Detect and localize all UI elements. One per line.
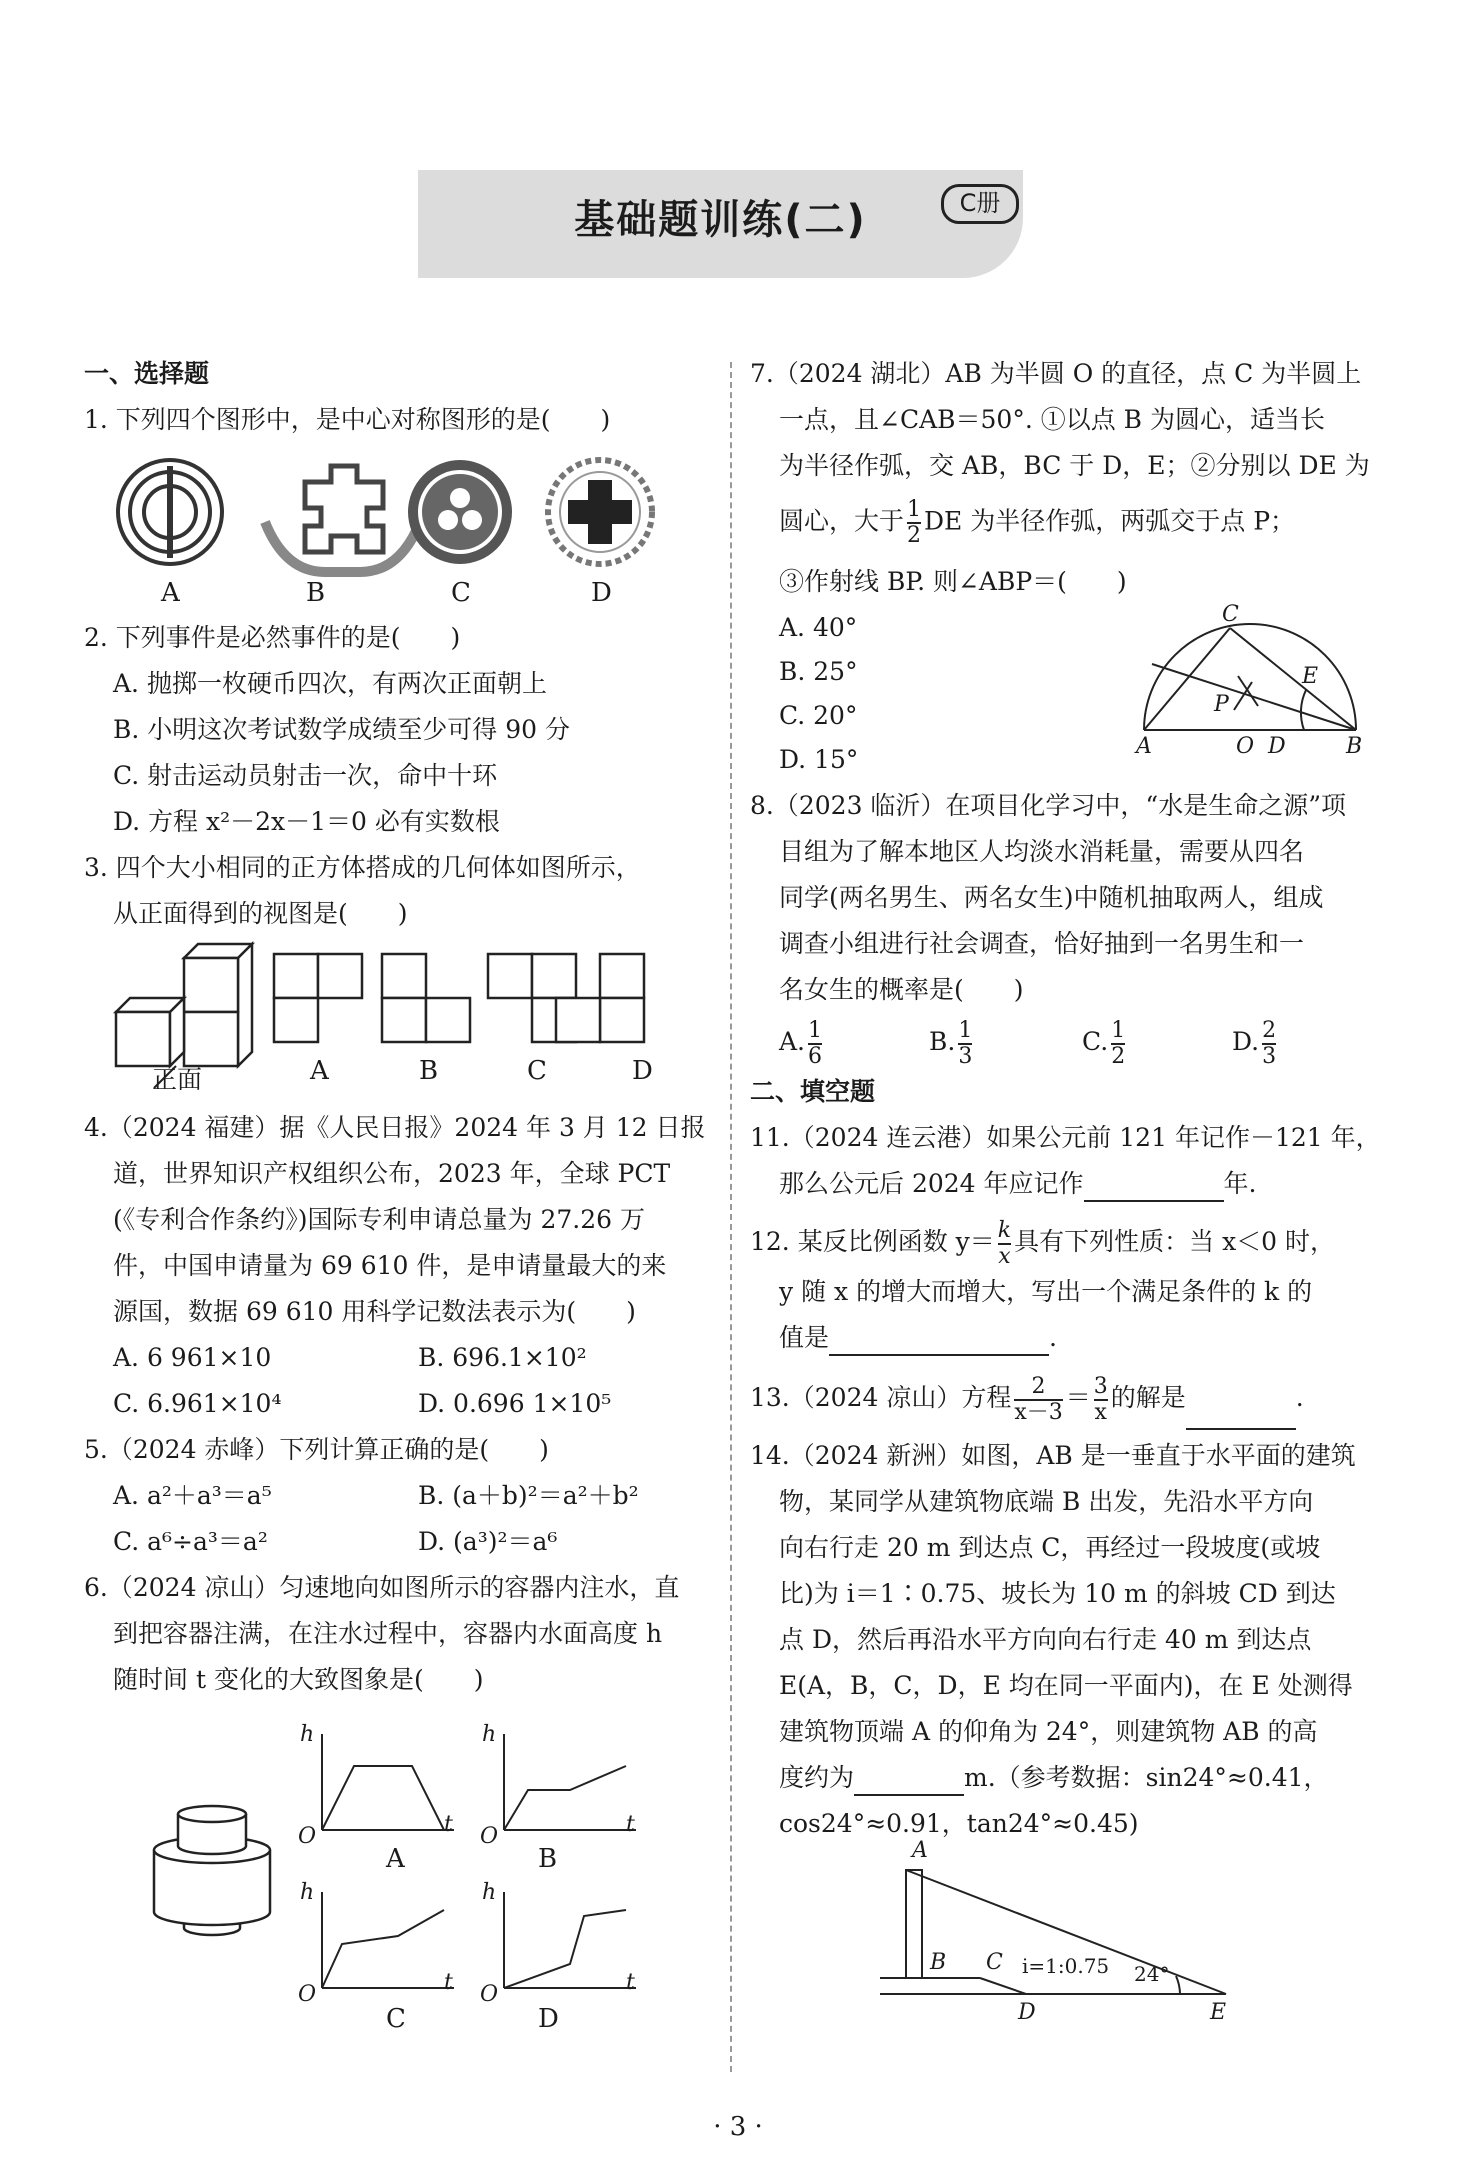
figure-c-icon xyxy=(408,460,512,564)
q13-text-c: . xyxy=(1295,1383,1304,1412)
q11-text-a: 那么公元后 2024 年应记作 xyxy=(779,1169,1084,1198)
q7-option-b: B. 25° xyxy=(779,657,858,686)
q8-b-fraction xyxy=(958,1019,972,1069)
q3-stem-1: 3. 四个大小相同的正方体搭成的几何体如图所示， xyxy=(84,853,641,882)
q8-d-num: 2 xyxy=(1262,1017,1277,1043)
q6-graph-a xyxy=(318,1730,458,1840)
q14-stem-1: 14.（2024 新洲）如图，AB 是一垂直于水平面的建筑 xyxy=(750,1441,1356,1470)
q2-option-b: B. 小明这次考试数学成绩至少可得 90 分 xyxy=(113,715,570,744)
q6-label-a: A xyxy=(386,1844,405,1874)
q5-stem: 5.（2024 赤峰）下列计算正确的是( ) xyxy=(84,1435,549,1464)
q1-label-d: D xyxy=(591,578,612,608)
q1-label-a: A xyxy=(161,578,180,608)
q12-x: x xyxy=(998,1243,1011,1269)
q6-d-h-label: h xyxy=(482,1880,497,1905)
q2-option-d: D. 方程 x²－2x－1＝0 必有实数根 xyxy=(113,807,500,836)
q7-stem-1: 7.（2024 湖北）AB 为半圆 O 的直径，点 C 为半圆上 xyxy=(750,359,1362,388)
q14-fig-d: D xyxy=(1018,2000,1036,2025)
q1-stem: 1. 下列四个图形中，是中心对称图形的是( ) xyxy=(84,405,611,434)
q8-b-label: B. xyxy=(929,1027,956,1056)
section-fill-heading: 二、填空题 xyxy=(750,1077,876,1106)
q7-stem-4a: 圆心，大于 xyxy=(779,506,905,536)
q2-option-a: A. 抛掷一枚硬币四次，有两次正面朝上 xyxy=(113,669,547,698)
q14-stem-6: E(A，B，C，D，E 均在同一平面内)，在 E 处测得 xyxy=(779,1671,1353,1700)
q8-c-fraction xyxy=(1111,1019,1125,1069)
q13-f1-num: 2 xyxy=(1031,1373,1046,1399)
q7-fig-p: P xyxy=(1214,692,1229,717)
q6-a-o-label: O xyxy=(298,1824,317,1849)
q8-option-c xyxy=(1082,1012,1128,1072)
q14-stem-5: 点 D，然后再沿水平方向向右行走 40 m 到达点 xyxy=(779,1625,1312,1654)
q8-d-den: 3 xyxy=(1262,1043,1277,1069)
q3-label-a: A xyxy=(310,1056,329,1086)
q6-b-t-label: t xyxy=(626,1812,635,1837)
q11-stem-1: 11.（2024 连云港）如果公元前 121 年记作－121 年， xyxy=(750,1123,1381,1152)
q8-a-den: 6 xyxy=(808,1043,823,1069)
q4-option-d: D. 0.696 1×10⁵ xyxy=(418,1389,612,1418)
q12-fraction xyxy=(998,1219,1011,1269)
q13-text-b: 的解是 xyxy=(1110,1383,1186,1412)
q12-k: k xyxy=(997,1217,1012,1243)
q1-figures xyxy=(110,452,670,582)
q7-fig-o: O xyxy=(1236,734,1255,759)
q12-text-a: 12. 某反比例函数 y＝ xyxy=(750,1227,995,1256)
q8-stem-2: 目组为了解本地区人均淡水消耗量，需要从四名 xyxy=(779,837,1305,866)
page-number: · 3 · xyxy=(713,2112,763,2142)
figure-d-icon xyxy=(548,460,652,564)
q13-f2-den: x xyxy=(1094,1399,1107,1425)
q4-option-c: C. 6.961×10⁴ xyxy=(113,1389,282,1418)
q7-stem-3: 为半径作弧，交 AB，BC 于 D，E；②分别以 DE 为 xyxy=(779,451,1370,480)
q6-d-t-label: t xyxy=(626,1970,635,1995)
q6-a-t-label: t xyxy=(444,1812,453,1837)
q7-semicircle-figure xyxy=(1140,620,1360,750)
q7-stem-4 xyxy=(779,498,1295,548)
q14-fig-angle: 24° xyxy=(1134,1962,1170,1986)
q6-a-h-label: h xyxy=(300,1722,315,1747)
q14-fig-c: C xyxy=(986,1950,1003,1975)
q6-graph-c xyxy=(318,1888,458,1998)
q14-stem-8 xyxy=(779,1762,1329,1796)
q4-stem-1: 4.（2024 福建）据《人民日报》2024 年 3 月 12 日报 xyxy=(84,1113,706,1142)
q3-option-views xyxy=(270,950,690,1060)
q2-stem: 2. 下列事件是必然事件的是( ) xyxy=(84,623,461,652)
q8-a-fraction xyxy=(808,1019,822,1069)
q14-stem-9: cos24°≈0.91，tan24°≈0.45) xyxy=(779,1809,1139,1838)
q3-stem-2: 从正面得到的视图是( ) xyxy=(113,899,408,928)
q5-option-c: C. a⁶÷a³＝a² xyxy=(113,1527,268,1556)
q14-text-b: m.（参考数据：sin24°≈0.41， xyxy=(964,1763,1329,1792)
q6-stem-1: 6.（2024 凉山）匀速地向如图所示的容器内注水，直 xyxy=(84,1573,680,1602)
q8-stem-5: 名女生的概率是( ) xyxy=(779,975,1024,1004)
q6-label-d: D xyxy=(538,2004,559,2034)
q14-text-a: 度约为 xyxy=(779,1763,855,1792)
figure-b-icon xyxy=(265,466,420,572)
q8-c-num: 1 xyxy=(1111,1017,1126,1043)
q7-fig-d: D xyxy=(1268,734,1286,759)
q5-option-d: D. (a³)²＝a⁶ xyxy=(418,1527,558,1556)
q6-d-o-label: O xyxy=(480,1982,499,2007)
q7-stem-4b: DE 为半径作弧，两弧交于点 P； xyxy=(924,506,1296,536)
q8-b-den: 3 xyxy=(958,1043,973,1069)
q13-equals: ＝ xyxy=(1065,1383,1091,1412)
q8-d-label: D. xyxy=(1232,1027,1260,1056)
q8-option-b xyxy=(929,1012,975,1072)
q6-label-c: C xyxy=(386,2004,406,2034)
q6-stem-3: 随时间 t 变化的大致图象是( ) xyxy=(113,1665,484,1694)
q7-option-c: C. 20° xyxy=(779,701,858,730)
q7-option-a: A. 40° xyxy=(779,613,858,642)
q3-front-label: 正面 xyxy=(152,1065,203,1094)
q4-option-b: B. 696.1×10² xyxy=(418,1343,587,1372)
q7-option-d: D. 15° xyxy=(779,745,859,774)
q12-text-d: . xyxy=(1049,1323,1057,1352)
q8-b-num: 1 xyxy=(958,1017,973,1043)
q14-answer-blank[interactable] xyxy=(854,1762,964,1796)
q14-fig-b: B xyxy=(930,1950,947,1975)
q13-text-a: 13.（2024 凉山）方程 xyxy=(750,1383,1012,1412)
q13-fraction-1 xyxy=(1014,1375,1062,1425)
q3-label-b: B xyxy=(419,1056,439,1086)
q13-answer-blank[interactable] xyxy=(1186,1368,1296,1430)
q8-d-fraction xyxy=(1262,1019,1276,1069)
q6-graph-b xyxy=(500,1730,640,1840)
q8-c-label: C. xyxy=(1082,1027,1109,1056)
q4-stem-5: 源国，数据 69 610 用科学记数法表示为( ) xyxy=(113,1297,636,1326)
q12-text-c: 值是 xyxy=(779,1323,830,1352)
q6-b-h-label: h xyxy=(482,1722,497,1747)
q14-fig-slope: i=1:0.75 xyxy=(1022,1954,1110,1978)
q12-stem-3 xyxy=(779,1322,1057,1356)
q12-text-b: 具有下列性质：当 x＜0 时， xyxy=(1014,1227,1336,1256)
q6-label-b: B xyxy=(538,1844,558,1874)
q4-option-a: A. 6 961×10 xyxy=(113,1343,272,1372)
section-choice-heading: 一、选择题 xyxy=(84,359,210,388)
q8-stem-4: 调查小组进行社会调查，恰好抽到一名男生和一 xyxy=(779,929,1305,958)
q8-a-num: 1 xyxy=(808,1017,823,1043)
q8-stem-1: 8.（2023 临沂）在项目化学习中，“水是生命之源”项 xyxy=(750,791,1346,820)
q8-stem-3: 同学(两名男生、两名女生)中随机抽取两人，组成 xyxy=(779,883,1324,912)
q14-stem-7: 建筑物顶端 A 的仰角为 24°，则建筑物 AB 的高 xyxy=(779,1717,1318,1746)
q14-stem-3: 向右行走 20 m 到达点 C，再经过一段坡度(或坡 xyxy=(779,1533,1321,1562)
q7-stem-2: 一点，且∠CAB＝50°. ①以点 B 为圆心，适当长 xyxy=(779,405,1325,434)
column-divider xyxy=(730,362,732,2072)
q11-text-b: 年. xyxy=(1223,1169,1257,1198)
q7-fig-b: B xyxy=(1346,734,1363,759)
q7-fig-a: A xyxy=(1136,734,1152,759)
q7-fig-e: E xyxy=(1302,664,1319,689)
q13-f1-den: x－3 xyxy=(1014,1399,1063,1425)
q14-slope-figure xyxy=(880,1860,1240,2000)
q8-a-label: A. xyxy=(779,1027,806,1056)
q5-option-a: A. a²＋a³＝a⁵ xyxy=(113,1481,272,1510)
q7-fig-c: C xyxy=(1222,602,1239,627)
q6-container-figure xyxy=(150,1800,280,1940)
q5-option-b: B. (a＋b)²＝a²＋b² xyxy=(418,1481,639,1510)
q4-stem-3: (《专利合作条约》)国际专利申请总量为 27.26 万 xyxy=(113,1205,645,1234)
q12-stem-2: y 随 x 的增大而增大，写出一个满足条件的 k 的 xyxy=(779,1277,1313,1306)
q7-half-den: 2 xyxy=(907,523,922,548)
q13-f2-num: 3 xyxy=(1093,1373,1108,1399)
q6-b-o-label: O xyxy=(480,1824,499,1849)
q3-label-c: C xyxy=(527,1056,547,1086)
q8-option-d xyxy=(1232,1012,1279,1072)
q6-c-o-label: O xyxy=(298,1982,317,2007)
q6-c-t-label: t xyxy=(444,1970,453,1995)
q8-c-den: 2 xyxy=(1111,1043,1126,1069)
q1-label-b: B xyxy=(306,578,326,608)
q11-answer-blank[interactable] xyxy=(1084,1168,1224,1202)
q12-stem-1 xyxy=(750,1212,1335,1272)
q1-label-c: C xyxy=(451,578,471,608)
volume-badge: C册 xyxy=(941,184,1019,224)
q4-stem-4: 件，中国申请量为 69 610 件，是申请量最大的来 xyxy=(113,1251,667,1280)
q14-fig-a: A xyxy=(912,1838,928,1863)
q2-option-c: C. 射击运动员射击一次，命中十环 xyxy=(113,761,498,790)
q4-stem-2: 道，世界知识产权组织公布，2023 年，全球 PCT xyxy=(113,1159,671,1188)
q3-label-d: D xyxy=(632,1056,653,1086)
q12-answer-blank[interactable] xyxy=(829,1322,1049,1356)
q14-fig-e: E xyxy=(1210,2000,1227,2025)
q7-half-fraction xyxy=(907,498,921,548)
q8-option-a xyxy=(779,1012,825,1072)
figure-a-icon xyxy=(118,460,222,564)
q6-c-h-label: h xyxy=(300,1880,315,1905)
q7-half-num: 1 xyxy=(907,497,922,522)
q7-stem-5: ③作射线 BP. 则∠ABP＝( ) xyxy=(779,567,1127,596)
q6-stem-2: 到把容器注满，在注水过程中，容器内水面高度 h xyxy=(113,1619,663,1648)
q14-stem-4: 比)为 i＝1∶0.75、坡长为 10 m 的斜坡 CD 到达 xyxy=(779,1579,1336,1608)
q11-stem-2 xyxy=(779,1168,1256,1202)
q14-stem-2: 物，某同学从建筑物底端 B 出发，先沿水平方向 xyxy=(779,1487,1314,1516)
page-title: 基础题训练(二) xyxy=(574,197,867,243)
q13-fraction-2 xyxy=(1094,1375,1108,1425)
q13-stem xyxy=(750,1368,1304,1430)
q6-graph-d xyxy=(500,1888,640,1998)
